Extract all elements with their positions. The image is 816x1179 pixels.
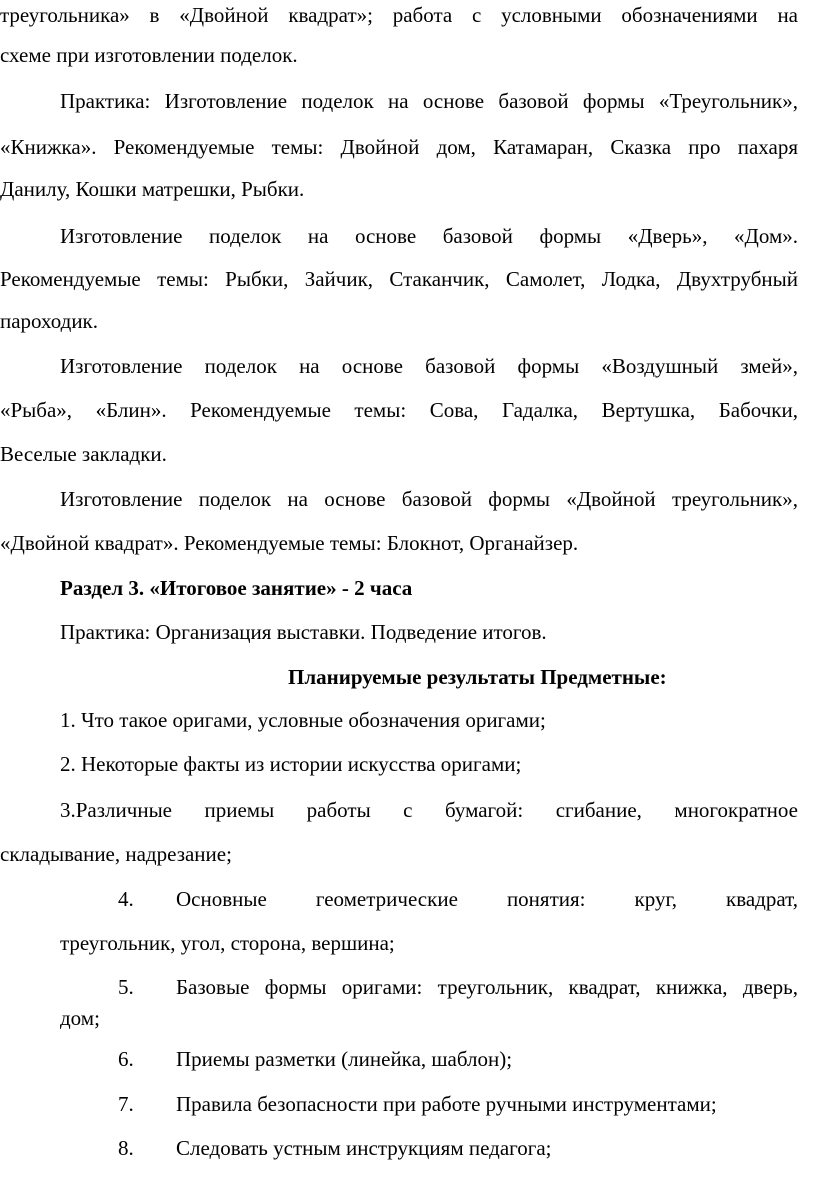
list-item-text: дом; xyxy=(60,1006,100,1030)
paragraph-line: Рекомендуемые темы: Рыбки, Зайчик, Стаканчик, Самолет, Лодка, Двухтрубный xyxy=(0,267,798,291)
paragraph-line: Изготовление поделок на основе базовой формы «Двойной треугольник», xyxy=(60,487,798,511)
paragraph-line: Изготовление поделок на основе базовой формы «Воздушный змей», xyxy=(60,354,798,378)
list-item-text: Базовые формы оригами: треугольник, квадрат, книжка, дверь, xyxy=(176,975,798,999)
list-item-text: треугольник, угол, сторона, вершина; xyxy=(60,931,395,955)
paragraph-line: Практика: Изготовление поделок на основе базовой формы «Треугольник», xyxy=(60,89,798,113)
paragraph-line: схеме при изготовлении поделок. xyxy=(0,43,298,67)
paragraph-line: Данилу, Кошки матрешки, Рыбки. xyxy=(0,177,305,201)
section-heading: Раздел 3. «Итоговое занятие» - 2 часа xyxy=(60,576,413,600)
list-number: 5. xyxy=(118,975,134,999)
list-item: 1. Что такое оригами, условные обозначения оригами; xyxy=(60,708,546,732)
paragraph-line: «Книжка». Рекомендуемые темы: Двойной дом, Катамаран, Сказка про пахаря xyxy=(0,135,798,159)
paragraph-line: Практика: Организация выставки. Подведение итогов. xyxy=(60,620,547,644)
list-item-text: Основные геометрические понятия: круг, квадрат, xyxy=(176,887,798,911)
paragraph-line: складывание, надрезание; xyxy=(0,842,232,866)
list-number: 7. xyxy=(118,1092,134,1116)
results-heading: Планируемые результаты Предметные: xyxy=(288,665,667,689)
list-item: 2. Некоторые факты из истории искусства оригами; xyxy=(60,752,522,776)
list-item: 3.Различные приемы работы с бумагой: сгибание, многократное xyxy=(60,798,798,822)
paragraph-line: «Рыба», «Блин». Рекомендуемые темы: Сова, Гадалка, Вертушка, Бабочки, xyxy=(0,398,798,422)
list-number: 6. xyxy=(118,1047,134,1071)
paragraph-line: «Двойной квадрат». Рекомендуемые темы: Блокнот, Органайзер. xyxy=(0,531,579,555)
paragraph-line: Веселые закладки. xyxy=(0,442,167,466)
list-item-text: Следовать устным инструкциям педагога; xyxy=(176,1136,552,1160)
list-item-text: Правила безопасности при работе ручными инструментами; xyxy=(176,1092,717,1116)
paragraph-line: Изготовление поделок на основе базовой формы «Дверь», «Дом». xyxy=(60,224,798,248)
list-item-text: Приемы разметки (линейка, шаблон); xyxy=(176,1047,513,1071)
list-number: 4. xyxy=(118,887,134,911)
list-number: 8. xyxy=(118,1136,134,1160)
paragraph-line: треугольника» в «Двойной квадрат»; работа с условными обозначениями на xyxy=(0,3,798,27)
paragraph-line: пароходик. xyxy=(0,309,99,333)
